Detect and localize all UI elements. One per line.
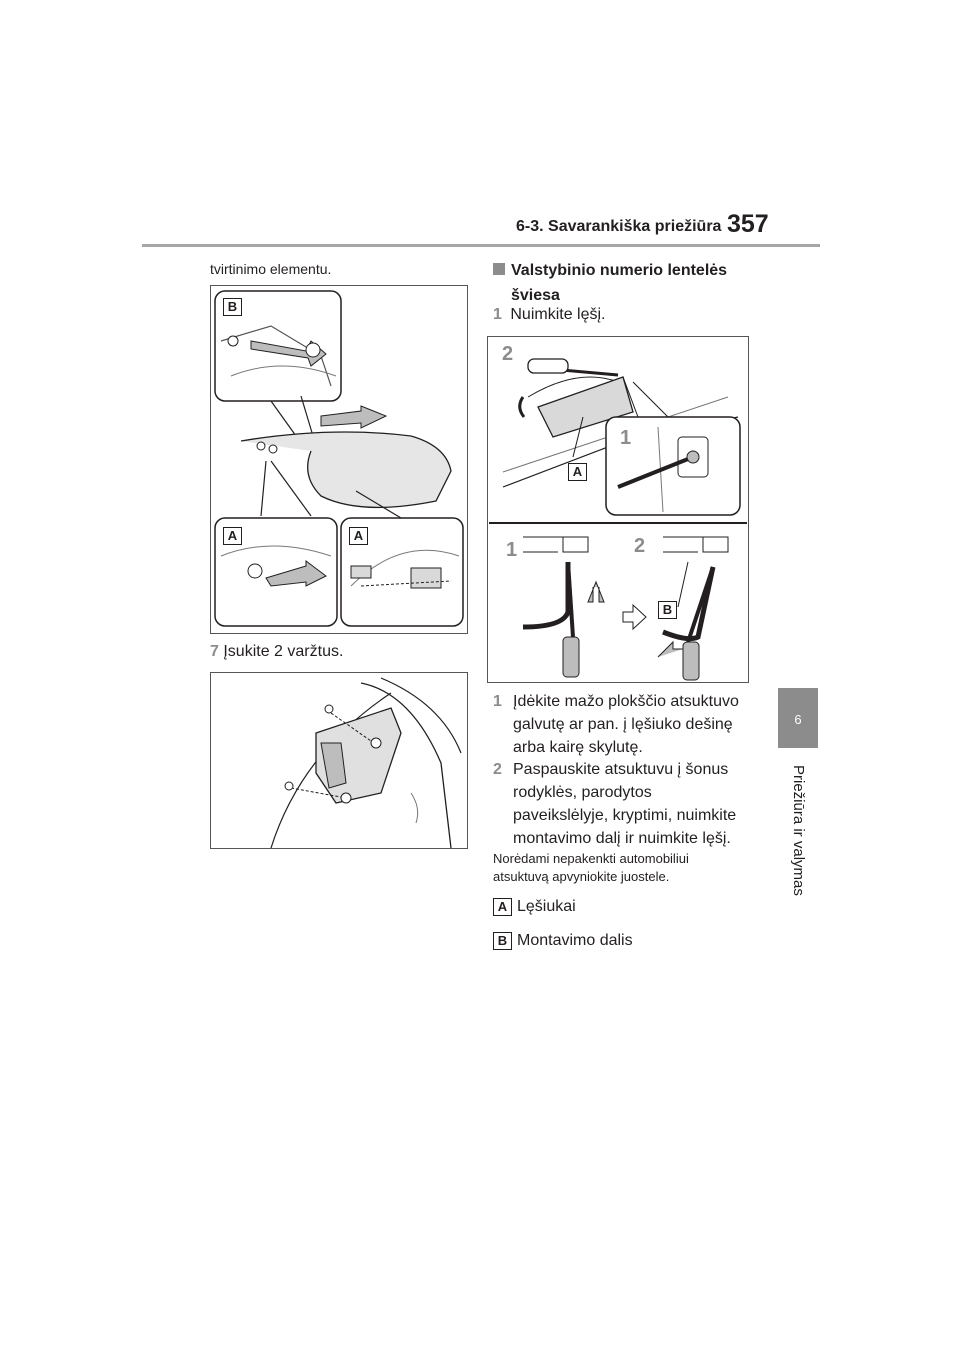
subheading-line-2: šviesa	[511, 287, 560, 304]
label-b: B	[223, 298, 242, 316]
legend-letter: A	[493, 898, 512, 916]
step-7	[210, 640, 343, 663]
square-bullet-icon	[493, 263, 505, 275]
label-a: A	[568, 463, 587, 481]
sub-step-1-line: Įdėkite mažo plokščio atsuktuvo	[513, 693, 739, 710]
label-2-top: 2	[502, 343, 514, 365]
step-number: 7	[210, 643, 219, 660]
legend-item	[493, 932, 633, 950]
sub-step-1-line: galvutę ar pan. į lęšiuko dešinę	[513, 716, 733, 733]
tail-lamp-illustration	[211, 286, 467, 633]
step-text: Nuimkite lęšį.	[510, 306, 606, 323]
note-line: atsuktuvą apvyniokite juostele.	[493, 869, 670, 884]
sub-step-2-line: montavimo dalį ir nuimkite lęšį.	[513, 830, 731, 847]
section-title: 6-3. Savarankiška priežiūra	[516, 218, 722, 235]
page-number: 357	[727, 210, 769, 238]
subheading	[493, 258, 753, 308]
note	[493, 850, 763, 886]
sub-step-2-line: rodyklės, parodytos	[513, 784, 652, 801]
figure-lens-removal	[487, 336, 749, 683]
note-line: Norėdami nepakenkti automobiliui	[493, 851, 689, 866]
legend-letter: B	[493, 932, 512, 950]
step-1	[493, 303, 606, 326]
label-1-bottom: 1	[506, 539, 518, 561]
sub-step-2	[493, 758, 753, 850]
sub-step-2-line: paveikslėlyje, kryptimi, nuimkite	[513, 807, 737, 824]
label-b: B	[658, 601, 677, 619]
chapter-number: 6	[794, 712, 802, 727]
step-text: Įsukite 2 varžtus.	[223, 643, 344, 660]
label-a-left: A	[223, 527, 242, 545]
sub-step-2-line: Paspauskite atsuktuvu į šonus	[513, 761, 729, 778]
label-a-right: A	[349, 527, 368, 545]
legend-text: Lęšiukai	[517, 898, 576, 916]
legend-text: Montavimo dalis	[517, 932, 633, 950]
sub-step-1	[493, 690, 753, 759]
chapter-label: Priežiūra ir valymas	[790, 765, 807, 896]
label-1-top: 1	[620, 427, 632, 449]
header-rule	[142, 244, 820, 247]
figure-tail-lamp-removal	[210, 285, 468, 634]
step-number: 2	[493, 761, 502, 778]
subheading-line-1: Valstybinio numerio lentelės	[511, 262, 728, 279]
legend-item	[493, 898, 576, 916]
lens-removal-illustration	[488, 337, 748, 682]
intro-text: tvirtinimo elementu.	[210, 261, 332, 277]
step-number: 1	[493, 306, 502, 323]
chapter-tab	[778, 688, 818, 748]
screws-illustration	[211, 673, 467, 848]
sub-step-1-line: arba kairę skylutę.	[513, 739, 643, 756]
figure-install-screws	[210, 672, 468, 849]
label-2-bottom: 2	[634, 535, 646, 557]
step-number: 1	[493, 693, 502, 710]
